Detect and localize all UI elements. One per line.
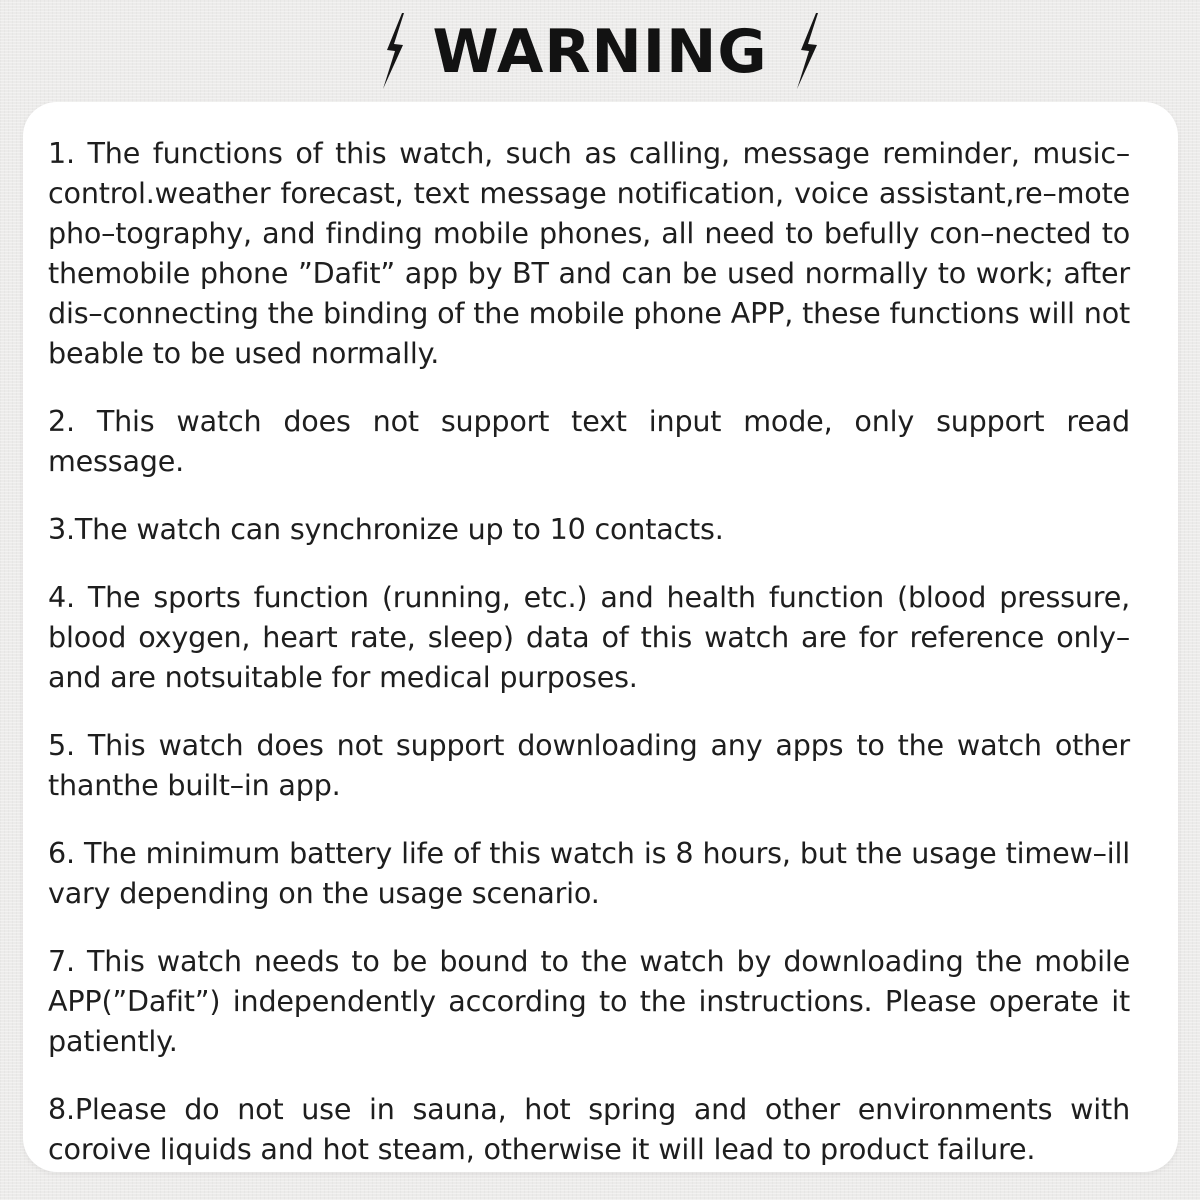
notice-item-2: 2. This watch does not support text input mode, only support read message. [48,404,1130,478]
notice-item-6: 6. The minimum battery life of this watch is 8 hours, but the usage timew–ill vary depending on the usage scenario. [48,836,1130,910]
notice-item-5: 5. This watch does not support downloading any apps to the watch other thanthe built–in app. [48,728,1130,802]
notice-item-1: 1. The functions of this watch, such as calling, message reminder, music–control.weather forecast, text message notification, voice assistant,re–mote pho–tography, and finding mobile phones, all need to befully con–nected to themobile phone ”Dafit” app by BT and can be used normally to work; after dis–connecting the binding of the mobile phone APP, these functions will not beable to be used normally. [48,136,1130,370]
notice-item-3: 3.The watch can synchronize up to 10 contacts. [48,512,724,546]
notice-item-4: 4. The sports function (running, etc.) and health function (blood pressure, blood oxygen, heart rate, sleep) data of this watch are for reference only–and are notsuitable for medical purposes. [48,580,1130,694]
warning-header [0,0,1200,102]
page-title: WARNING [432,17,768,87]
notice-item-8: 8.Please do not use in sauna, hot spring and other environments with coroive liquids and hot steam, otherwise it will lead to product failure. [48,1092,1130,1166]
notice-card [23,102,1178,1172]
lightning-bolt-icon [790,11,824,91]
lightning-bolt-icon [376,11,410,91]
notice-item-7: 7. This watch needs to be bound to the watch by downloading the mobile APP(”Dafit”) independently according to the instructions. Please operate it patiently. [48,944,1130,1058]
